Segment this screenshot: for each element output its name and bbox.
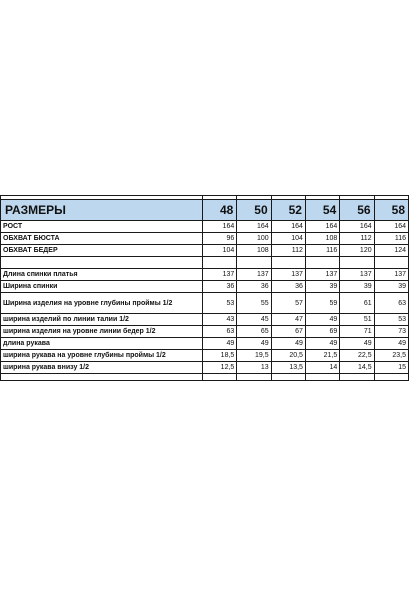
cell-value: 164: [202, 221, 236, 233]
cell-value: 53: [374, 314, 408, 326]
cell-value: 112: [340, 233, 374, 245]
table-row: [1, 314, 409, 326]
cell-value: 14,5: [340, 362, 374, 374]
row-label: ОБХВАТ БЮСТА: [1, 233, 203, 245]
row-label: РОСТ: [1, 221, 203, 233]
cell-value: 164: [340, 221, 374, 233]
cell-value: 57: [271, 293, 305, 314]
cell-value: 104: [202, 245, 236, 257]
header-size: 52: [271, 200, 305, 221]
cell-value: 116: [305, 245, 339, 257]
cell-value: 120: [340, 245, 374, 257]
row-label: Ширина спинки: [1, 281, 203, 293]
table-row: [1, 281, 409, 293]
cell-value: 137: [237, 269, 271, 281]
cell-value: 116: [374, 233, 408, 245]
cell-value: 53: [202, 293, 236, 314]
cell-value: 137: [202, 269, 236, 281]
cell-value: 49: [340, 338, 374, 350]
row-label: длина рукава: [1, 338, 203, 350]
table-row: [1, 338, 409, 350]
cell-value: 36: [202, 281, 236, 293]
cell-value: 47: [271, 314, 305, 326]
cell-value: 63: [202, 326, 236, 338]
cell-value: 100: [237, 233, 271, 245]
cell-value: 45: [237, 314, 271, 326]
header-size: 58: [374, 200, 408, 221]
cell-value: 137: [374, 269, 408, 281]
table-row: [1, 245, 409, 257]
cell-value: 108: [237, 245, 271, 257]
cell-value: 18,5: [202, 350, 236, 362]
cell-value: 13,5: [271, 362, 305, 374]
table-row: [1, 326, 409, 338]
cell-value: 164: [237, 221, 271, 233]
cell-value: 104: [271, 233, 305, 245]
cell-value: 137: [271, 269, 305, 281]
cell-value: 39: [305, 281, 339, 293]
cell-value: 14: [305, 362, 339, 374]
cell-value: 13: [237, 362, 271, 374]
cell-value: 21,5: [305, 350, 339, 362]
row-label: ширина рукава внизу 1/2: [1, 362, 203, 374]
cell-value: 15: [374, 362, 408, 374]
cell-value: 39: [374, 281, 408, 293]
header-size: 50: [237, 200, 271, 221]
cell-value: 65: [237, 326, 271, 338]
row-label: ширина изделия на уровне линии бедер 1/2: [1, 326, 203, 338]
cell-value: 49: [237, 338, 271, 350]
cell-value: 63: [374, 293, 408, 314]
cell-value: 36: [237, 281, 271, 293]
cell-value: 124: [374, 245, 408, 257]
cell-value: 49: [305, 314, 339, 326]
table-row: [1, 293, 409, 314]
cell-value: 49: [374, 338, 408, 350]
cell-value: 108: [305, 233, 339, 245]
table-row: [1, 350, 409, 362]
cell-value: 137: [305, 269, 339, 281]
cell-value: 23,5: [374, 350, 408, 362]
cell-value: 51: [340, 314, 374, 326]
cell-value: 96: [202, 233, 236, 245]
cell-value: 137: [340, 269, 374, 281]
table-row: [1, 221, 409, 233]
cell-value: 12,5: [202, 362, 236, 374]
cell-value: 19,5: [237, 350, 271, 362]
header-size: 54: [305, 200, 339, 221]
cell-value: 69: [305, 326, 339, 338]
row-label: ОБХВАТ БЕДЕР: [1, 245, 203, 257]
cell-value: 71: [340, 326, 374, 338]
row-label: ширина изделий по линии талии 1/2: [1, 314, 203, 326]
cell-value: 49: [271, 338, 305, 350]
cell-value: 43: [202, 314, 236, 326]
cell-value: 49: [305, 338, 339, 350]
cell-value: 49: [202, 338, 236, 350]
table-blank-row: [1, 257, 409, 269]
cell-value: 39: [340, 281, 374, 293]
header-label: РАЗМЕРЫ: [1, 200, 203, 221]
cell-value: 112: [271, 245, 305, 257]
row-label: Ширина изделия на уровне глубины проймы 1/2: [1, 293, 203, 314]
cell-value: 164: [271, 221, 305, 233]
size-chart-table: [0, 195, 409, 381]
cell-value: 73: [374, 326, 408, 338]
cell-value: 164: [305, 221, 339, 233]
table-row: [1, 362, 409, 374]
cell-value: 67: [271, 326, 305, 338]
row-label: Длина спинки платья: [1, 269, 203, 281]
header-size: 48: [202, 200, 236, 221]
cell-value: 20,5: [271, 350, 305, 362]
cell-value: 164: [374, 221, 408, 233]
table-row: [1, 233, 409, 245]
cell-value: 61: [340, 293, 374, 314]
cell-value: 59: [305, 293, 339, 314]
table-row: [1, 269, 409, 281]
row-label: ширина рукава на уровне глубины проймы 1/2: [1, 350, 203, 362]
cell-value: 36: [271, 281, 305, 293]
cell-value: 55: [237, 293, 271, 314]
header-size: 56: [340, 200, 374, 221]
table-header-row: [1, 200, 409, 221]
size-chart-sheet: [0, 195, 406, 407]
cell-value: 22,5: [340, 350, 374, 362]
table-bottom-spacer-row: [1, 374, 409, 381]
